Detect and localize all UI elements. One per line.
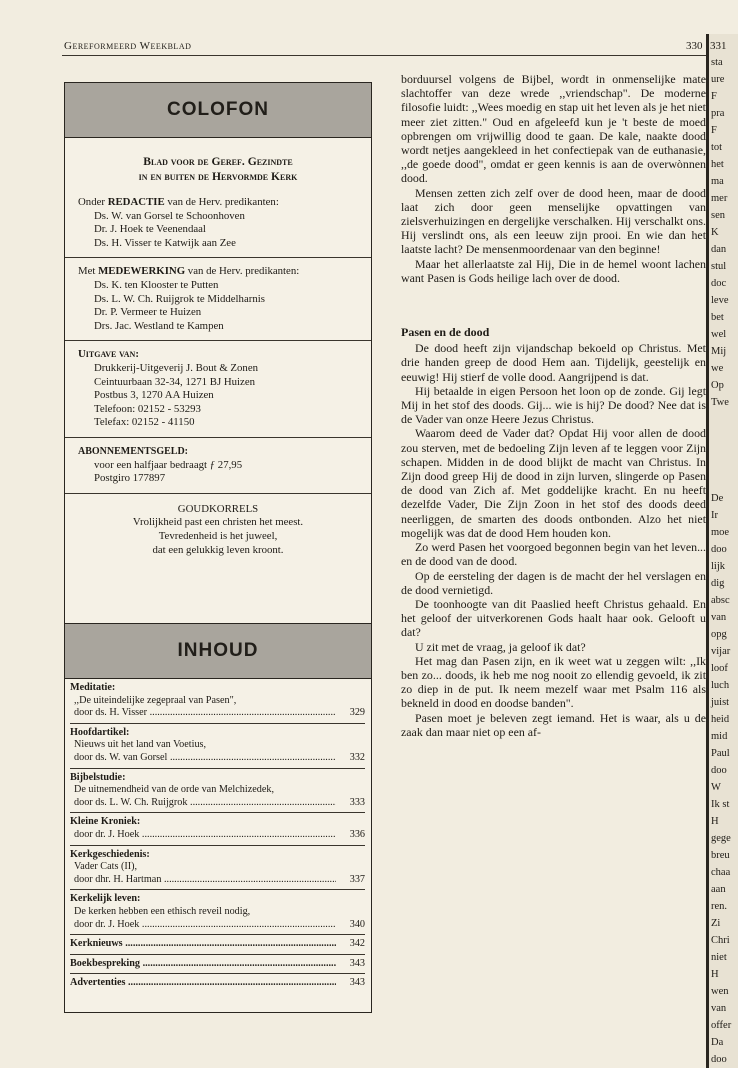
- uitgave-line: Postbus 3, 1270 AA Huizen: [94, 389, 214, 402]
- facing-page-fragment: dan: [711, 244, 727, 255]
- article-paragraph: De dood heeft zijn vijandschap bekoeld op Christus. Met drie handen greep de dood Hem aan. Tijdelijk, geestelijk en eeuwig! Hij stierf de volle dood. Aangrijpend is dat.: [401, 341, 706, 384]
- facing-page-fragment: vijar: [711, 646, 731, 657]
- article-paragraph: Mensen zetten zich zelf over de dood heen, maar de dood laat zich door geen menselijke opvattingen van zielsverhuizingen en dergelijke verschalken. Hij verschalkt ons. Hij verslindt ons, als een leeuw zijn prooi. En wie dan het laatste lacht? De mensenmoordenaar van den beginne!: [401, 185, 706, 257]
- uitgave-line: Ceintuurbaan 32-34, 1271 BJ Huizen: [94, 375, 256, 388]
- facing-page-fragment: Ik st: [711, 799, 730, 810]
- facing-page-number: 331: [710, 40, 727, 52]
- facing-page-strip: [709, 34, 738, 1068]
- facing-page-fragment: heid: [711, 714, 730, 725]
- toc-item[interactable]: Advertenties ..... 343: [70, 974, 365, 993]
- facing-page-fragment: bet: [711, 312, 724, 323]
- facing-page-fragment: Paul: [711, 748, 730, 759]
- facing-page-fragment: wen: [711, 986, 729, 997]
- facing-page-fragment: opg: [711, 629, 727, 640]
- table-of-contents: [65, 679, 371, 993]
- abonnement-line: voor een halfjaar bedraagt ƒ 27,95: [94, 458, 243, 471]
- medewerking-section: Met MEDEWERKING van de Herv. predikanten: Ds. K. ten Klooster te Putten Ds. L. W. Ch. Ruijgrok te Middelharnis Dr. P. Vermeer te Huizen Drs. Jac. Westland te Kampen: [65, 265, 371, 333]
- facing-page-fragment: ma: [711, 176, 724, 187]
- inhoud-box: [64, 623, 372, 1013]
- toc-item[interactable]: Hoofdartikel: Nieuws uit het land van Voetius, door ds. W. van Gorsel ..... 332: [70, 724, 365, 769]
- facing-page-fragment: Da: [711, 1037, 724, 1048]
- goudkorrel-line: Tevredenheid is het juweel,: [158, 530, 278, 543]
- uitgave-line: Telefoon: 02152 - 53293: [94, 402, 201, 415]
- article-paragraph: borduursel volgens de Bijbel, wordt in onmenselijke mate slachtoffer van deze wrede ,,vriendschap". De moderne filosofie luidt: ,,Wees moedig en stap uit het leven als je het niet meer ziet zitten." Oud en afgeleefd kun je 't beste de moed opbrengen om vrijwillig dood te gaan. De kale, naakte dood wordt netjes aangekleed in het confectiepak van de euthanasie, ,,de goede dood", omdat er geen kennis is aan de overwònnen dood.: [401, 72, 706, 186]
- toc-item[interactable]: Kerkelijk leven: De kerken hebben een ethisch reveil nodig, door dr. J. Hoek ..... 340: [70, 890, 365, 935]
- facing-page-fragment: gege: [711, 833, 731, 844]
- medewerker: Ds. L. W. Ch. Ruijgrok te Middelharnis: [94, 292, 265, 305]
- facing-page-fragment: leve: [711, 295, 729, 306]
- facing-page-fragment: het: [711, 159, 724, 170]
- facing-page-fragment: ren.: [711, 901, 728, 912]
- facing-page-fragment: H: [711, 969, 719, 980]
- facing-page-fragment: Mij: [711, 346, 727, 357]
- facing-page-fragment: lijk: [711, 561, 726, 572]
- article-paragraph: U zit met de vraag, ja geloof ik dat?: [415, 639, 586, 654]
- colofon-box: [64, 82, 372, 657]
- colofon-subtitle: [65, 154, 371, 184]
- facing-page-fragment: juist: [711, 697, 730, 708]
- facing-page-fragment: aan: [711, 884, 726, 895]
- facing-page-fragment: breu: [711, 850, 730, 861]
- facing-page-fragment: doo: [711, 544, 727, 555]
- facing-page-fragment: H: [711, 816, 719, 827]
- facing-page-fragment: van: [711, 1003, 727, 1014]
- medewerker: Ds. K. ten Klooster te Putten: [94, 278, 219, 291]
- facing-page-fragment: sen: [711, 210, 725, 221]
- facing-page-fragment: absc: [711, 595, 730, 606]
- goudkorrels: [65, 501, 371, 568]
- toc-item[interactable]: Bijbelstudie: De uitnemendheid van de orde van Melchizedek, door ds. L. W. Ch. Ruijgrok ..... 333: [70, 769, 365, 814]
- toc-item[interactable]: Meditatie: ,,De uiteindelijke zegepraal van Pasen", door ds. H. Visser ..... 329: [70, 679, 365, 724]
- facing-page-fragment: K: [711, 227, 719, 238]
- facing-page-fragment: F: [711, 91, 717, 102]
- colofon-title: COLOFON: [65, 83, 371, 138]
- facing-page-fragment: mer: [711, 193, 728, 204]
- facing-page-fragment: W: [711, 782, 721, 793]
- header-rule: [62, 55, 710, 56]
- article-column: [401, 72, 706, 739]
- facing-page-fragment: loof: [711, 663, 728, 674]
- medewerker: Drs. Jac. Westland te Kampen: [94, 319, 224, 332]
- facing-page-fragment: doc: [711, 278, 727, 289]
- article-paragraph: Waarom deed de Vader dat? Opdat Hij voor allen de dood zou sterven, met de bedoeling Zijn leven af te leggen voor Zijn schapen. Midden in de dood blijkt de macht van Christus. In Zijn dood greep Hij de dood in zijn lurven, slingerde op Pasen de dood van Zich af. Met goddelijke kracht. En nu heeft dezelfde Vader, Die Zijn Zoon in het stof des doods deed neerliggen, de smarten des doods ontbonden. Alzo het niet mogelijk was dat de dood Hem houden kon.: [401, 426, 706, 540]
- redactie-section: Onder REDACTIE van de Herv. predikanten: Ds. W. van Gorsel te Schoonhoven Dr. J. Hoek te Veenendaal Ds. H. Visser te Katwijk aan Zee: [65, 196, 371, 250]
- facing-page-fragment: ure: [711, 74, 725, 85]
- medewerker: Dr. P. Vermeer te Huizen: [94, 306, 202, 319]
- goudkorrels-title: GOUDKORRELS: [177, 502, 259, 515]
- redactie-member: Dr. J. Hoek te Veenendaal: [94, 223, 206, 236]
- facing-page-fragment: Ir: [711, 510, 718, 521]
- facing-page-fragment: moe: [711, 527, 730, 538]
- facing-page-fragment: pra: [711, 108, 725, 119]
- abonnement-line: Postgiro 177897: [94, 472, 166, 485]
- article-paragraph: Hij betaalde in eigen Persoon het loon op de zonde. Gij legt Mij in het stof des doods. Gij... wie is hij? De dood? Nee dat is de Vader van onze Heere Jezus Christus.: [401, 383, 706, 427]
- facing-page-fragment: chaa: [711, 867, 731, 878]
- goudkorrel-line: dat een gelukkig leven kroont.: [152, 544, 284, 557]
- facing-page-fragment: doo: [711, 765, 727, 776]
- facing-page-fragment: luch: [711, 680, 730, 691]
- article-paragraph: Op de eersteling der dagen is de macht der hel verslagen en de dood vernietigd.: [401, 568, 706, 597]
- redactie-member: Ds. W. van Gorsel te Schoonhoven: [94, 209, 245, 222]
- facing-page-fragment: wel: [711, 329, 727, 340]
- uitgave-line: Drukkerij-Uitgeverij J. Bout & Zonen: [94, 361, 259, 374]
- article-paragraph: Zo werd Pasen het voorgoed begonnen begin van het leven... en de dood van de dood.: [401, 540, 706, 569]
- facing-page-fragment: stul: [711, 261, 727, 272]
- facing-page-fragment: van: [711, 612, 727, 623]
- running-title: Gereformeerd Weekblad: [64, 40, 192, 52]
- facing-page-fragment: Chri: [711, 935, 730, 946]
- facing-page-fragment: F: [711, 125, 717, 136]
- abonnement-section: ABONNEMENTSGELD: voor een halfjaar bedraagt ƒ 27,95 Postgiro 177897: [65, 445, 371, 486]
- facing-page-fragment: doo: [711, 1054, 727, 1065]
- facing-page-fragment: we: [711, 363, 724, 374]
- uitgave-section: Uitgave van: Drukkerij-Uitgeverij J. Bout & Zonen Ceintuurbaan 32-34, 1271 BJ Huizen Postbus 3, 1270 AA Huizen Telefoon: 02152 - 53293 Telefax: 02152 - 41150: [65, 348, 371, 430]
- toc-item[interactable]: Kerknieuws ..... 342: [70, 935, 365, 955]
- inhoud-title: INHOUD: [65, 624, 371, 679]
- section-heading: Pasen en de dood: [401, 325, 490, 340]
- subtitle-line: in en buiten de Hervormde Kerk: [138, 170, 298, 183]
- facing-page-fragment: sta: [711, 57, 723, 68]
- goudkorrel-line: Vrolijkheid past een christen het meest.: [132, 516, 304, 529]
- toc-item[interactable]: Kleine Kroniek: door dr. J. Hoek ..... 336: [70, 813, 365, 845]
- subtitle-line: Blad voor de Geref. Gezindte: [143, 155, 293, 168]
- article-paragraph: Het mag dan Pasen zijn, en ik weet wat u zeggen wilt: ,,Ik ben zo... doods, ik heb me nog nooit zo ellendig gevoeld, ik zit zo diep in de put. Ik neem mezelf waar met Psalm 116 als bekneld in dood en doodse banden".: [401, 653, 706, 711]
- facing-page-fragment: De: [711, 493, 724, 504]
- facing-page-fragment: niet: [711, 952, 727, 963]
- facing-page-fragment: Op: [711, 380, 724, 391]
- article-paragraph: Maar het allerlaatste zal Hij, Die in de hemel woont lachen want Pasen is Gods heilige lach over de dood.: [401, 256, 706, 285]
- facing-page-fragment: mid: [711, 731, 728, 742]
- toc-item[interactable]: Boekbespreking ..... 343: [70, 955, 365, 975]
- redactie-member: Ds. H. Visser te Katwijk aan Zee: [94, 236, 236, 249]
- page-number: 330: [686, 40, 703, 52]
- article-paragraph: Pasen moet je beleven zegt iemand. Het is waar, als u de zaak dan maar niet op een af-: [401, 710, 706, 739]
- facing-page-fragment: Zi: [711, 918, 721, 929]
- toc-item[interactable]: Kerkgeschiedenis: Vader Cats (II), door dhr. H. Hartman ..... 337: [70, 846, 365, 891]
- facing-page-fragment: tot: [711, 142, 723, 153]
- facing-page-fragment: Twe: [711, 397, 729, 408]
- article-paragraph: De toonhoogte van dit Paaslied heeft Christus gehaald. En het geloof der uitverkorenen Gods haalt haar ook. Gelooft u dat?: [401, 596, 706, 640]
- facing-page-fragment: offer: [711, 1020, 732, 1031]
- facing-page-fragment: dig: [711, 578, 725, 589]
- uitgave-line: Telefax: 02152 - 41150: [94, 416, 195, 429]
